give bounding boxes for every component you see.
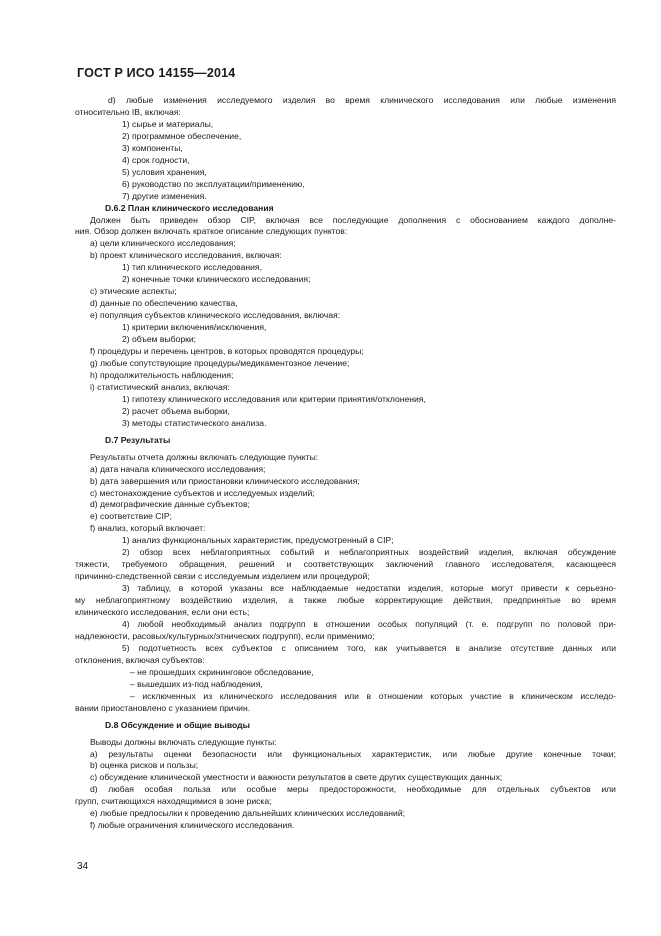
text-line: надлежности, расовых/культурных/этнических подгрупп), если применимо; — [75, 630, 375, 641]
text-line: b) дата завершения или приостановки клинического исследования; — [90, 475, 360, 486]
text-line: – исключенных из клинического исследования или в отношении которых участие в клиническом исследо- — [130, 690, 616, 701]
text-line: Результаты отчета должны включать следующие пункты: — [90, 451, 319, 462]
text-line: 3) компоненты, — [122, 142, 183, 153]
text-line: d) любые изменения исследуемого изделия во время клинического исследования или любые изменения — [108, 95, 616, 105]
text-line: 2) обзор всех неблагоприятных событий и неблагоприятных воздействий изделия, включая обсуждение — [122, 547, 616, 558]
text-line: тяжести, требуемого обращения, решений и соответствующих заключений главного исследователя, касающееся — [75, 559, 616, 570]
text-line: 1) сырье и материалы, — [122, 118, 214, 129]
text-line: d) демографические данные субъектов; — [90, 499, 250, 510]
text-line: c) этические аспекты; — [90, 286, 177, 297]
text-line: i) статистический анализ, включая: — [90, 381, 230, 392]
text-line: h) продолжительность наблюдения; — [90, 369, 234, 380]
text-line: 1) анализ функциональных характеристик, предусмотренный в CIP; — [122, 535, 394, 546]
text-line: 5) условия хранения, — [122, 166, 207, 177]
text-line: 4) срок годности, — [122, 154, 190, 165]
text-line: – вышедших из-под наблюдения, — [130, 678, 263, 689]
text-line: 6) руководство по эксплуатации/применению, — [122, 178, 305, 189]
text-line: вании приостановлено с указанием причин. — [75, 702, 251, 713]
text-line: c) местонахождение субъектов и исследуемых изделий; — [90, 487, 315, 498]
text-line: 2) объем выборки; — [122, 334, 197, 345]
text-line: 2) расчет объема выборки, — [122, 405, 230, 416]
section-heading: D.8 Обсуждение и общие выводы — [105, 719, 250, 730]
text-line: g) любые сопутствующие процедуры/медикаментозное лечение; — [90, 357, 350, 368]
text-line: f) анализ, который включает: — [90, 523, 206, 534]
text-line: 3) таблицу, в которой указаны все наблюдаемые недостатки изделия, которые могут привести к серьезно- — [122, 583, 616, 594]
text-line: b) оценка рисков и пользы; — [90, 760, 199, 771]
text-line: f) любые ограничения клинического исследования. — [90, 820, 295, 831]
text-line: f) процедуры и перечень центров, в которых проводятся процедуры; — [90, 346, 364, 357]
text-line: e) соответствие CIP; — [90, 511, 173, 522]
text-line: c) обсуждение клинической уместности и важности результатов в свете других существующих данных; — [90, 772, 503, 783]
text-line: a) результаты оценки безопасности или функциональных характеристик, или любые другие конечные точки; — [90, 748, 616, 759]
page-number: 34 — [77, 861, 89, 872]
text-line: отклонения, включая субъектов: — [75, 654, 205, 665]
text-line: причинно-следственной связи с исследуемым изделием или процедурой; — [75, 571, 370, 582]
text-line: относительно IB, включая: — [75, 106, 181, 117]
text-line: 1) гипотезу клинического исследования или критерии принятия/отклонения, — [122, 393, 426, 404]
text-line: групп, считающихся находящимися в зоне риска; — [75, 796, 272, 807]
text-line: d) любая особая польза или особые меры предосторожности, необходимые для отдельных субъектов или — [90, 784, 616, 795]
text-line: Выводы должны включать следующие пункты: — [90, 736, 277, 747]
text-line: 7) другие изменения. — [122, 190, 207, 201]
text-line: e) любые предпосылки к проведению дальнейших клинических исследований; — [90, 808, 406, 819]
text-line: 1) критерии включения/исключения, — [122, 322, 267, 333]
section-heading: D.7 Результаты — [105, 434, 171, 445]
text-line: e) популяция субъектов клинического исследования, включая: — [90, 310, 341, 321]
section-heading: D.6.2 План клинического исследования — [105, 202, 274, 213]
document-body — [75, 95, 616, 832]
text-line: 2) конечные точки клинического исследования; — [122, 274, 311, 285]
text-line: 2) программное обеспечение, — [122, 130, 242, 141]
document-header: ГОСТ Р ИСО 14155—2014 — [77, 66, 236, 80]
text-line: 1) тип клинического исследования, — [122, 262, 262, 273]
text-line: a) цели клинического исследования; — [90, 238, 236, 249]
text-line: b) проект клинического исследования, включая: — [90, 250, 282, 261]
text-line: му неблагоприятному воздействию изделия, а также любые корректирующие действия, предпринятые во время — [75, 595, 616, 606]
text-line: 3) методы статистического анализа. — [122, 417, 267, 428]
text-line: – не прошедших скрининговое обследование, — [130, 666, 314, 677]
text-line: клинического исследования, если они есть; — [75, 607, 250, 618]
text-line: d) данные по обеспечению качества, — [90, 298, 238, 309]
text-line: 4) любой необходимый анализ подгрупп в отношении особых популяций (т. е. подгрупп по половой при- — [122, 618, 616, 629]
text-line: Должен быть приведен обзор CIP, включая все последующие дополнения с обоснованием каждого дополне- — [90, 214, 616, 225]
text-line: 5) подотчетность всех субъектов с описанием того, как учитывается в анализе отсутствие данных или — [122, 642, 616, 653]
text-line: ния. Обзор должен включать краткое описание следующих пунктов: — [75, 226, 348, 237]
text-line: a) дата начала клинического исследования; — [90, 463, 266, 474]
